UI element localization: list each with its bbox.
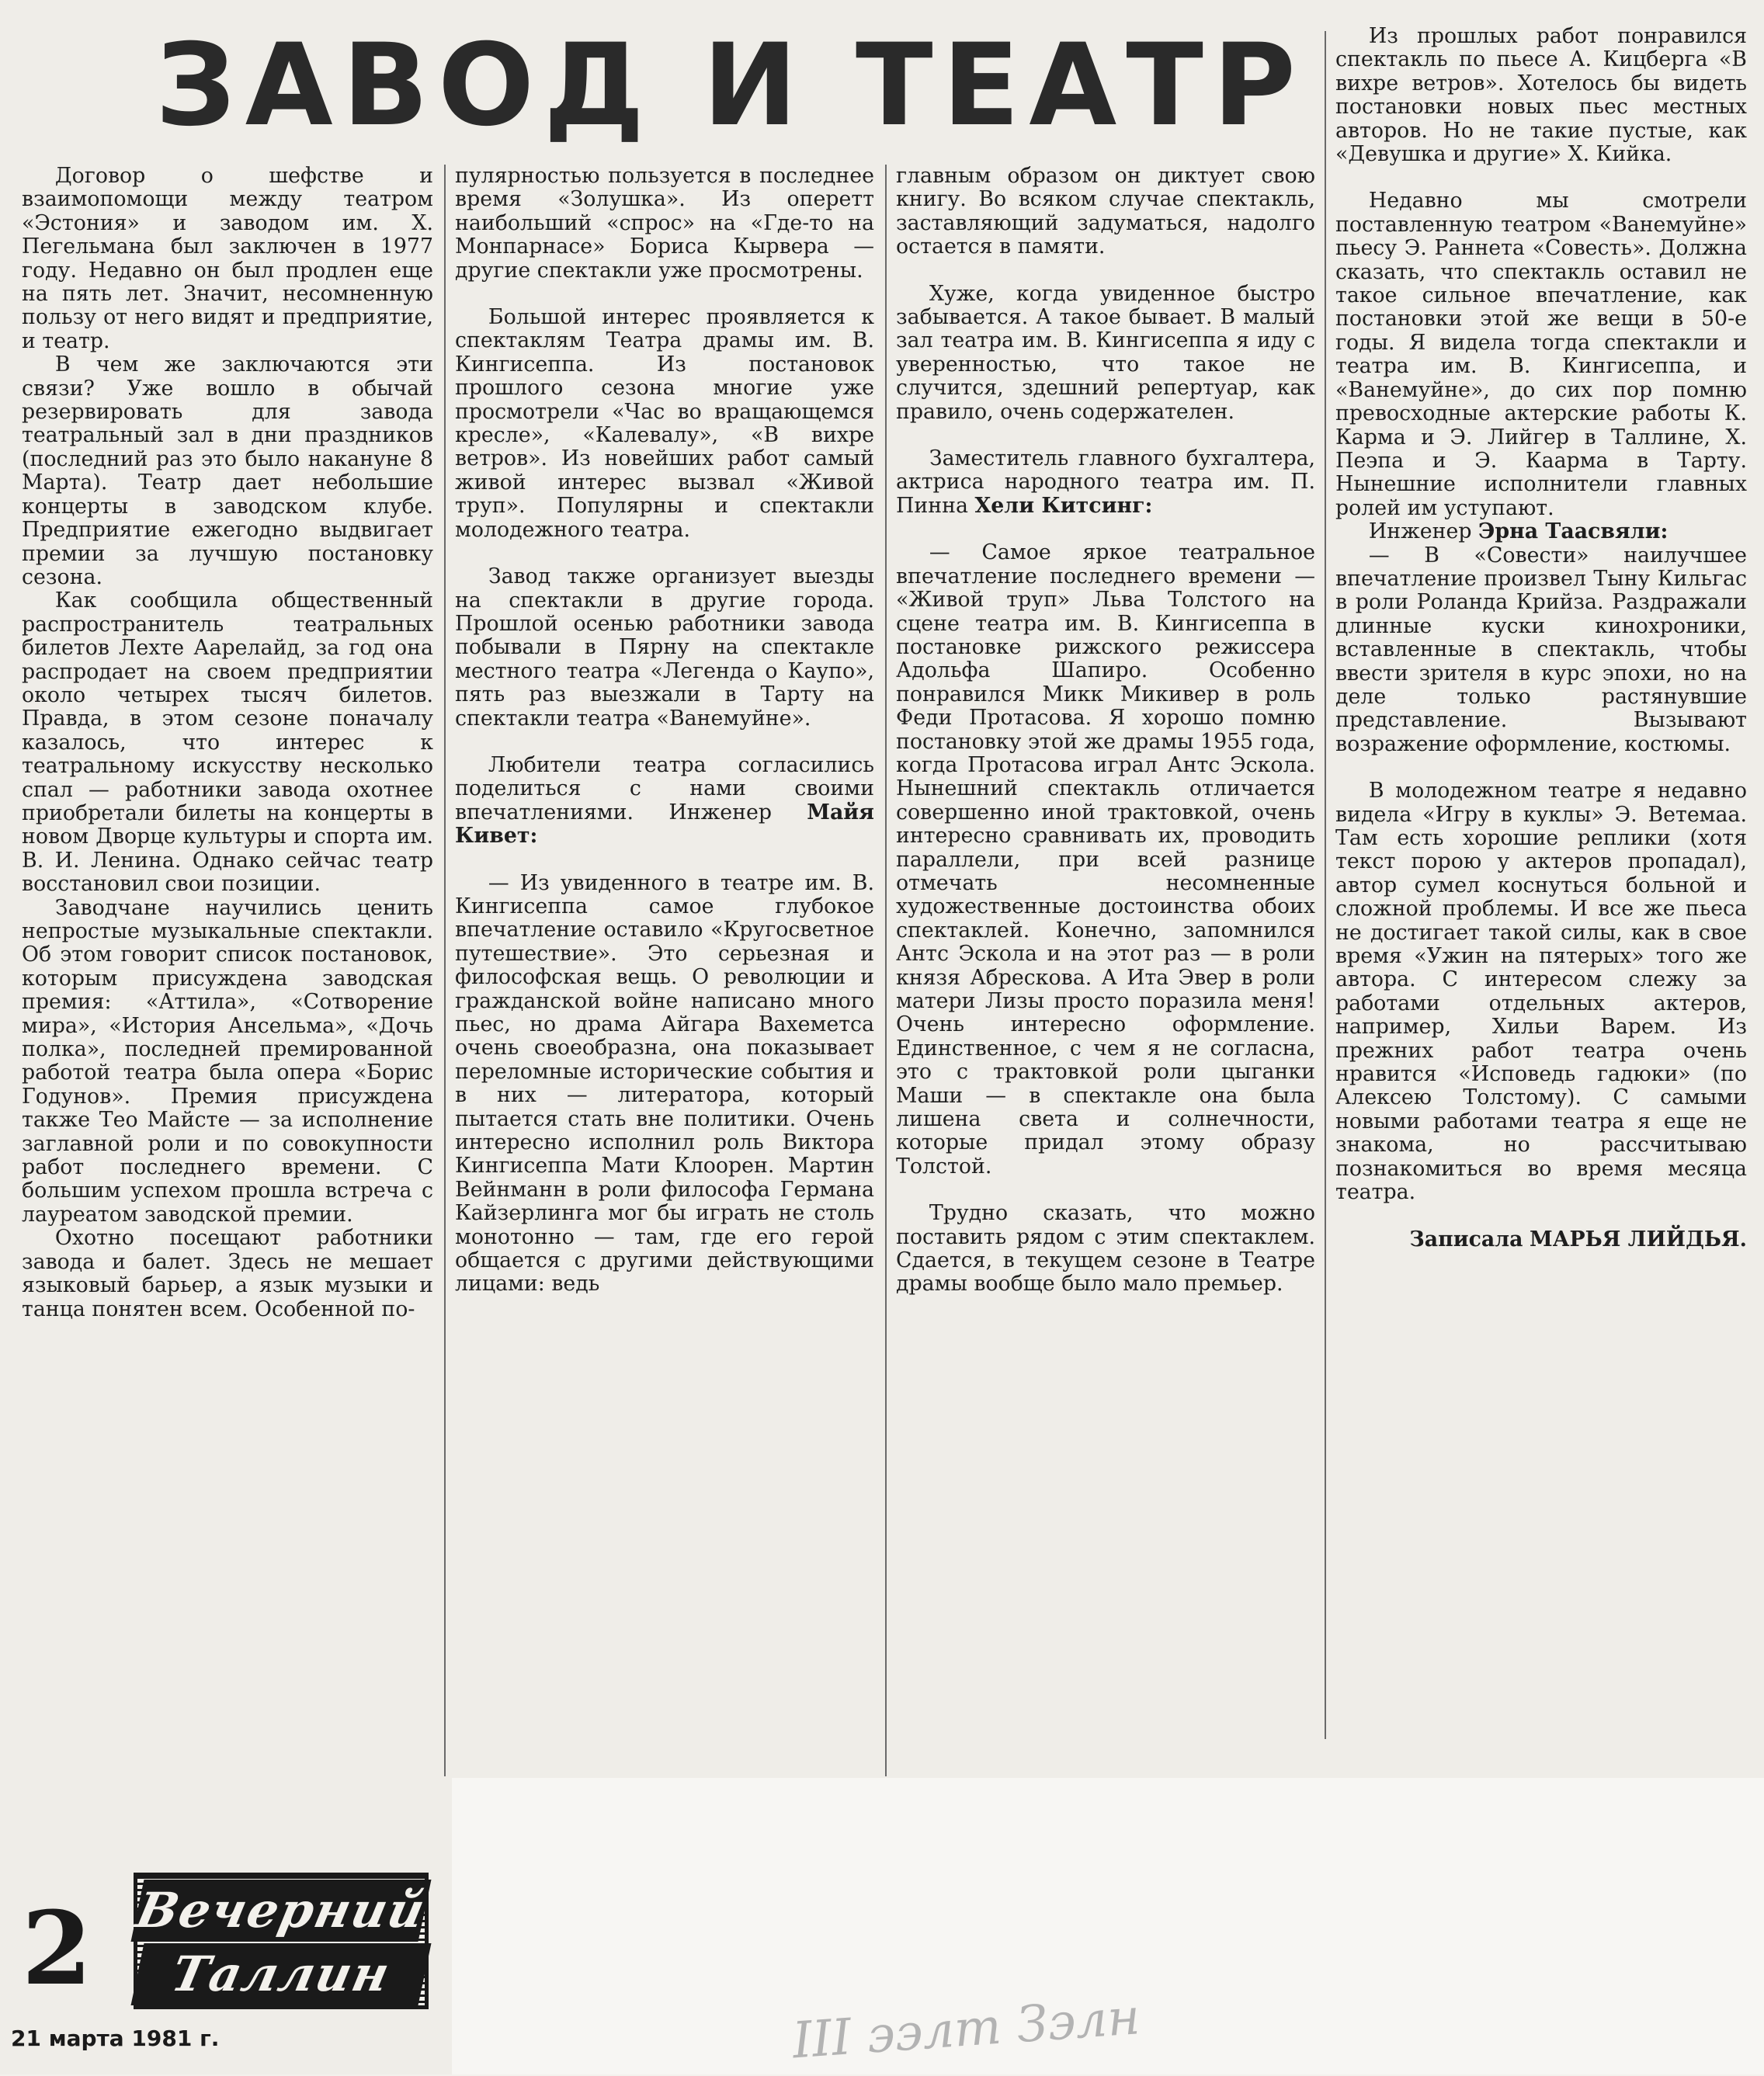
signoff-prefix: Записала xyxy=(1409,1227,1523,1252)
signoff xyxy=(1335,1228,1747,1252)
paragraph: Трудно сказать, что можно поставить рядом с этим спектаклем. Сдается, в текущем сезоне в Театре драмы вообще было мало премьер. xyxy=(896,1201,1315,1297)
paragraph: Как сообщила общественный распространитель театральных билетов Лехте Аарелайд, за год она распродает на своем предприятии около четырех тысяч билетов. Правда, в этом сезоне поначалу казалось, что интерес к театральному искусству несколько спал — работники завода охотнее приобретали билеты на концерты в новом Дворце культуры и спорта им. В. И. Ленина. Однако сейчас театр восстановил свои позиции. xyxy=(22,588,433,897)
paragraph: главным образом он диктует свою книгу. Во всяком случае спектакль, заставляющий задуматься, надолго остается в памяти. xyxy=(896,165,1315,259)
page-number: 2 xyxy=(22,1889,92,2008)
speaker-name: Хели Китсинг: xyxy=(974,493,1153,518)
speaker-name: Майя Кивет: xyxy=(455,800,874,849)
article-column-2 xyxy=(455,165,874,1779)
paragraph-speaker-intro xyxy=(1335,520,1747,543)
article-column-1 xyxy=(22,165,433,1795)
masthead-line-1: Вечерний xyxy=(130,1880,431,1942)
paragraph: — В «Совести» наилучшее впечатление произвел Тыну Кильгас в роли Роланда Крийза. Раздражали длинные куски кинохроники, вставленные в спектакль, чтобы ввести зрителя в курс эпохи, но на деле только растянувшие представление. Вызывают возражение оформление, костюмы. xyxy=(1335,543,1747,756)
paragraph: Охотно посещают работники завода и балет. Здесь не мешает языковый барьер, а язык музыки и танца понятен всем. Особенной по- xyxy=(22,1226,433,1321)
article-column-3 xyxy=(896,165,1315,1779)
column-divider xyxy=(444,165,446,1776)
paragraph: — Самое яркое театральное впечатление последнего времени — «Живой труп» Льва Толстого на сцене театра им. В. Кингисеппа в постановке рижского режиссера Адольфа Шапиро. Особенно понравился Микк Микивер в роль Феди Протасова. Я хорошо помню постановку этой же драмы 1955 года, когда Протасова играл Антс Эскола. Нынешний спектакль отличается совершенно иной трактовкой, очень интересно сравнивать их, проводить параллели, при всей разнице отмечать несомненные художественные достоинства обоих спектаклей. Конечно, запомнился Антс Эскола и на этот раз — в роли князя Абрескова. А Ита Эвер в роли матери Лизы просто поразила меня! Очень интересно оформление. Единственное, с чем я не согласна, это с трактовкой роли цыганки Маши — в спектакле она была лишена света и солнечности, которые придал этому образу Толстой. xyxy=(896,540,1315,1179)
paragraph: пулярностью пользуется в последнее время «Золушка». Из оперетт наибольший «спрос» на «Где-то на Монпарнасе» Бориса Кырвера — другие спектакли уже просмотрены. xyxy=(455,165,874,283)
intro-text: Любители театра согласились поделиться с нами своими впечатлениями. Инженер xyxy=(455,752,874,824)
paragraph: Договор о шефстве и взаимопомощи между театром «Эстония» и заводом им. Х. Пегельмана был заключен в 1977 году. Недавно он был продлен еще на пять лет. Значит, несомненную пользу от него видят и предприятие, и театр. xyxy=(22,165,433,353)
paragraph: — Из увиденного в театре им. В. Кингисеппа самое глубокое впечатление оставило «Кругосветное путешествие». Это серьезная и философская вещь. О революции и гражданской войне написано много пьес, но драма Айгара Вахеметса очень своеобразна, она показывает переломные исторические события и в них — литератора, который пытается стать вне политики. Очень интересно исполнил роль Виктора Кингисеппа Мати Клоорен. Мартин Вейнманн в роли философа Германа Кайзерлинга мог бы играть не столь монотонно — там, где его герой общается с другими действующими лицами: ведь xyxy=(455,870,874,1297)
column-divider xyxy=(1325,31,1326,1739)
paragraph-interviewer-intro xyxy=(455,754,874,849)
paragraph: В молодежном театре я недавно видела «Игру в куклы» Э. Ветемаа. Там есть хорошие реплики (хотя текст порою у актеров пропадал), автор сумел коснуться больной и сложной проблемы. И все же пьеса не достигает такой силы, как в свое время «Ужин на пятерых» того же автора. С интересом слежу за работами отдельных актеров, например, Хильи Варем. Из прежних работ театра очень нравится «Исповедь гадюки» (по Алексею Толстому). С самыми новыми работами театра я еще не знакома, но рассчитываю познакомиться во время месяца театра. xyxy=(1335,779,1747,1205)
article-column-4 xyxy=(1335,25,1747,1717)
masthead-line-2: Таллин xyxy=(130,1943,431,2005)
paragraph: Хуже, когда увиденное быстро забывается. А такое бывает. В малый зал театра им. В. Кингисеппа я иду с уверенностью, что такое не случится, здешний репертуар, как правило, очень содержателен. xyxy=(896,281,1315,424)
speaker-name: Эрна Таасвяли: xyxy=(1478,519,1669,544)
headline: ЗАВОД И ТЕАТР xyxy=(155,19,1305,151)
paragraph: Недавно мы смотрели поставленную театром «Ванемуйне» пьесу Э. Раннета «Совесть». Должна сказать, что спектакль оставил не такое сильное впечатление, как постановки этой же вещи в 50-е годы. Я видела тогда спектакли и театра им. В. Кингисеппа, и «Ванемуйне», до сих пор помню превосходные актерские работы К. Карма и Э. Лийгер в Таллине, Х. Пеэпа и Э. Каарма в Тарту. Нынешние исполнители главных ролей им уступают. xyxy=(1335,189,1747,520)
paragraph: В чем же заключаются эти связи? Уже вошло в обычай резервировать для завода театральный зал в дни праздников (последний раз это было накануне 8 Марта). Театр дает небольшие концерты в заводском клубе. Предприятие ежегодно выдвигает премии за лучшую постановку сезона. xyxy=(22,352,433,589)
paragraph: Заводчане научились ценить непростые музыкальные спектакли. Об этом говорит список постановок, которым присуждена заводская премия: «Аттила», «Сотворение мира», «История Ансельма», «Дочь полка», последней премированной работой театра была опера «Борис Годунов». Премия присуждена также Тео Майсте — за исполнение заглавной роли и по совокупности работ последнего времени. С большим успехом прошла встреча с лауреатом заводской премии. xyxy=(22,895,433,1227)
paragraph: Большой интерес проявляется к спектаклям Театра драмы им. В. Кингисеппа. Из постановок прошлого сезона многие уже просмотрели «Час во вращающемся кресле», «Калевалу», «В вихре ветров». Из новейших работ самый живой интерес вызвал «Живой труп». Популярны и спектакли молодежного театра. xyxy=(455,305,874,542)
paragraph-speaker-intro xyxy=(896,447,1315,518)
masthead-logo xyxy=(131,1873,432,2009)
intro-text: Заместитель главного бухгалтера, актриса народного театра им. П. Пинна xyxy=(896,446,1315,518)
intro-text: Инженер xyxy=(1368,519,1472,544)
signoff-name: МАРЬЯ ЛИЙДЬЯ. xyxy=(1530,1227,1747,1252)
issue-date: 21 марта 1981 г. xyxy=(11,2026,220,2051)
handwritten-note: III ээлт Зэлн xyxy=(790,1988,1142,2071)
paragraph: Завод также организует выезды на спектакли в другие города. Прошлой осенью работники завода побывали в Пярну на спектакле местного театра «Легенда о Каупо», пять раз выезжали в Тарту на спектакли театра «Ванемуйне». xyxy=(455,564,874,731)
paragraph: Из прошлых работ понравился спектакль по пьесе А. Кицберга «В вихре ветров». Хотелось бы видеть постановки новых пьес местных авторов. Но не такие пустые, как «Девушка и другие» Х. Кийка. xyxy=(1335,25,1747,167)
column-divider xyxy=(885,165,887,1776)
